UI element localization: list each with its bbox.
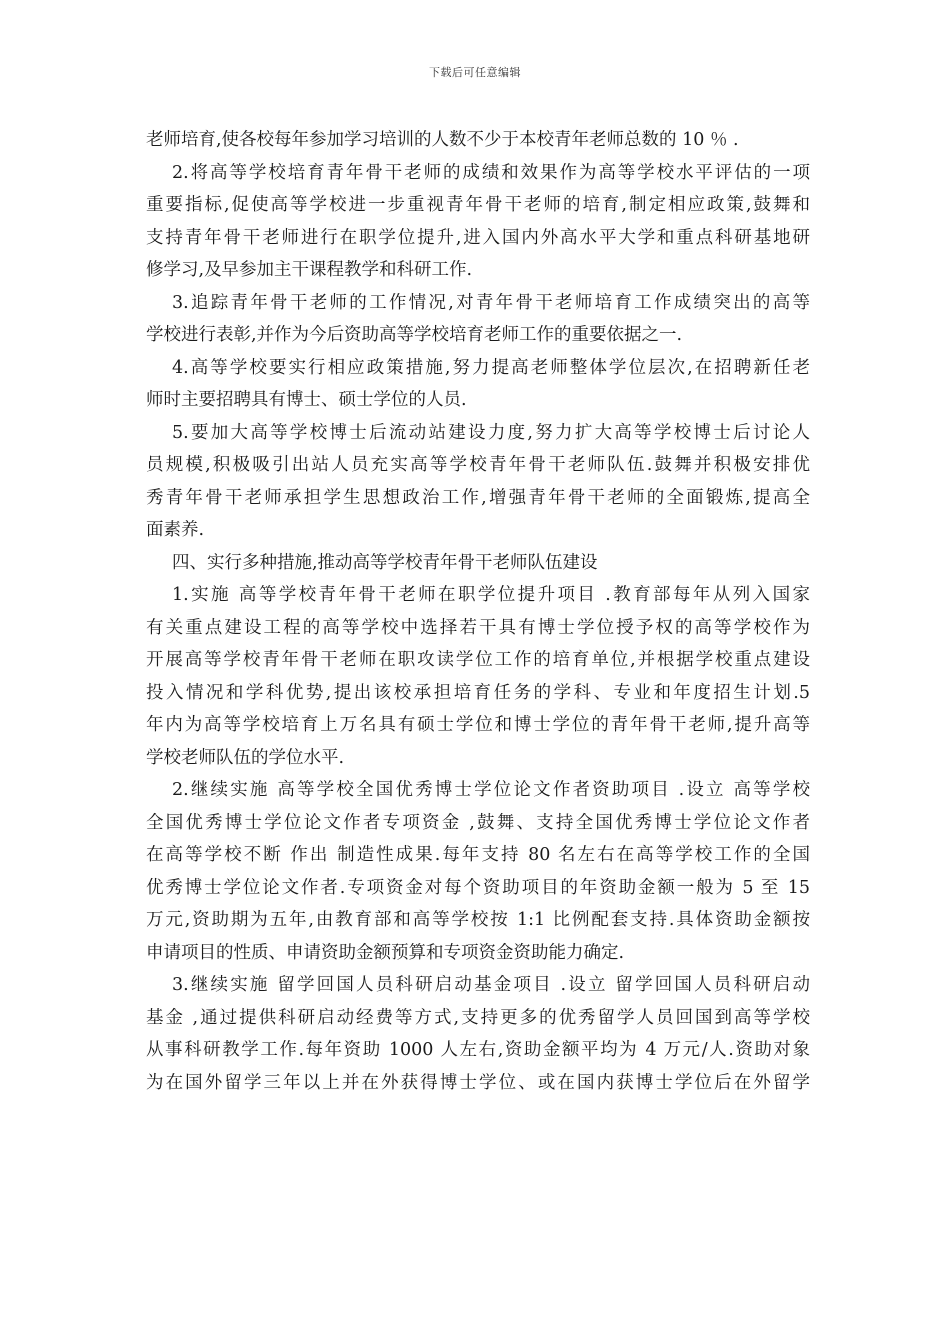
text-line: 全国优秀博士学位论文作者专项资金 ,鼓舞、支持全国优秀博士学位论文作者 [146,812,810,833]
text-line: 3.追踪青年骨干老师的工作情况,对青年骨干老师培育工作成绩突出的高等 [172,292,810,313]
text-line: 2.继续实施 高等学校全国优秀博士学位论文作者资助项目 .设立 高等学校 [172,780,810,800]
text-line: 面素养. [146,520,205,540]
text-line: 从事科研教学工作.每年资助 1000 人左右,资助金额平均为 4 万元/人.资助对象 [146,1040,810,1060]
text-line: 为在国外留学三年以上并在外获得博士学位、或在国内获博士学位后在外留学 [146,1072,810,1093]
text-line: 秀青年骨干老师承担学生思想政治工作,增强青年骨干老师的全面锻炼,提高全 [146,487,810,508]
text-line: 学校进行表彰,并作为今后资助高等学校培育老师工作的重要依据之一. [146,325,683,345]
text-line: 有关重点建设工程的高等学校中选择若干具有博士学位授予权的高等学校作为 [146,617,810,638]
text-line: 四、实行多种措施,推动高等学校青年骨干老师队伍建设 [172,552,598,573]
text-line: 3.继续实施 留学回国人员科研启动基金项目 .设立 留学回国人员科研启动 [172,975,810,995]
text-line: 修学习,及早参加主干课程教学和科研工作. [146,260,473,280]
text-line: 万元,资助期为五年,由教育部和高等学校按 1:1 比例配套支持.具体资助金额按 [146,910,810,930]
text-line: 优秀博士学位论文作者.专项资金对每个资助项目的年资助金额一般为 5 至 15 [146,877,810,898]
text-line: 支持青年骨干老师进行在职学位提升,进入国内外高水平大学和重点科研基地研 [146,227,810,248]
text-line: 年内为高等学校培育上万名具有硕士学位和博士学位的青年骨干老师,提升高等 [146,715,810,735]
text-line: 投入情况和学科优势,提出该校承担培育任务的学科、专业和年度招生计划.5 [146,682,810,703]
text-line: 员规模,积极吸引出站人员充实高等学校青年骨干老师队伍.鼓舞并积极安排优 [146,455,810,475]
text-line: 在高等学校不断 作出 制造性成果.每年支持 80 名左右在高等学校工作的全国 [146,845,810,865]
text-line: 学校老师队伍的学位水平. [146,747,345,768]
text-line: 师时主要招聘具有博士、硕士学位的人员. [146,390,467,410]
text-line: 开展高等学校青年骨干老师在职攻读学位工作的培育单位,并根据学校重点建设 [146,650,810,670]
page-header: 下载后可任意编辑 [429,66,521,79]
text-line: 4.高等学校要实行相应政策措施,努力提高老师整体学位层次,在招聘新任老 [172,357,810,378]
text-line: 2.将高等学校培育青年骨干老师的成绩和效果作为高等学校水平评估的一项 [172,162,810,183]
text-line: 重要指标,促使高等学校进一步重视青年骨干老师的培育,制定相应政策,鼓舞和 [146,195,810,215]
text-line: 1.实施 高等学校青年骨干老师在职学位提升项目 .教育部每年从列入国家 [172,585,810,605]
text-line: 申请项目的性质、申请资助金额预算和专项资金资助能力确定. [146,942,625,963]
text-line: 基金 ,通过提供科研启动经费等方式,支持更多的优秀留学人员回国到高等学校 [146,1007,810,1028]
text-line: 5.要加大高等学校博士后流动站建设力度,努力扩大高等学校博士后讨论人 [172,422,810,443]
text-line: 老师培育,使各校每年参加学习培训的人数不少于本校青年老师总数的 10 ％ . [146,130,739,150]
document-body [146,124,810,1099]
